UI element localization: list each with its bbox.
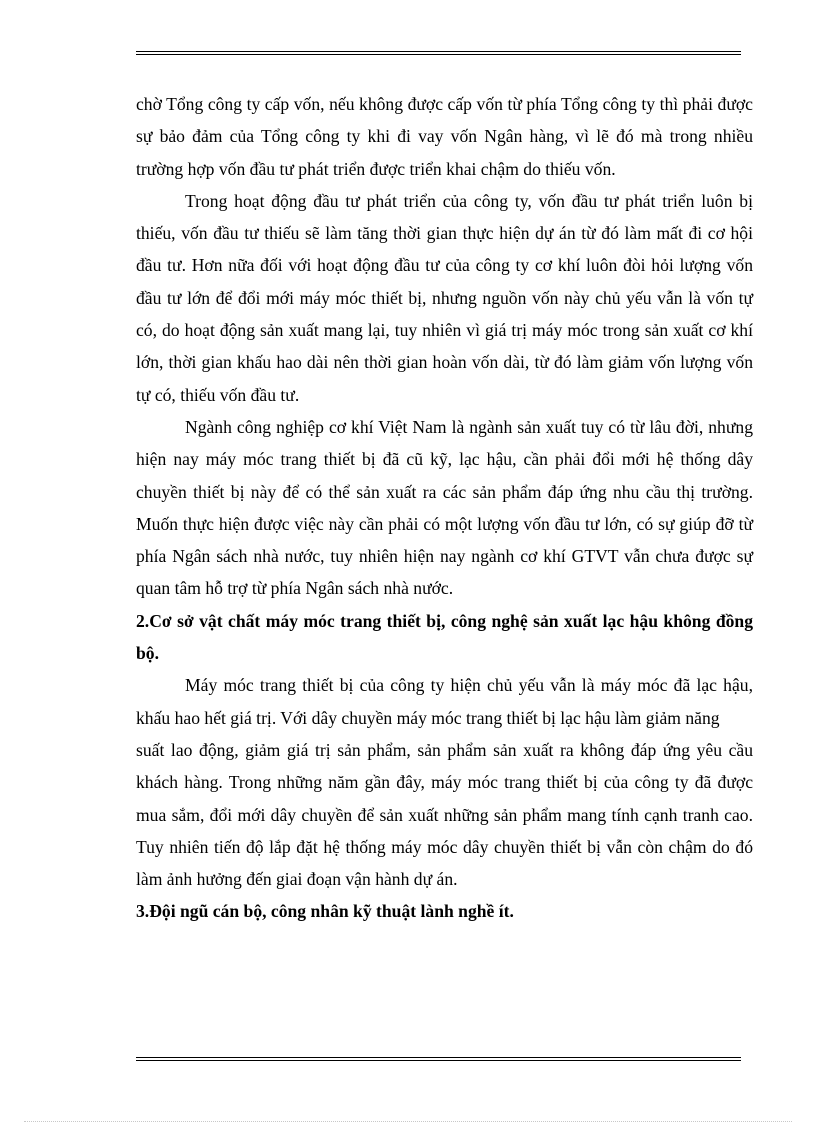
paragraph-2: Trong hoạt động đầu tư phát triển của công ty, vốn đầu tư phát triển luôn bị thiếu, vốn đầu tư thiếu sẽ làm tăng thời gian thực hiện dự án từ đó làm mất đi cơ hội đầu tư. Hơn nữa đối với hoạt động đầu tư của công ty cơ khí luôn đòi hỏi lượng vốn đầu tư lớn để đổi mới máy móc thiết bị, nhưng nguồn vốn này chủ yếu vẫn là vốn tự có, do hoạt động sản xuất mang lại, tuy nhiên vì giá trị máy móc trong sản xuất cơ khí lớn, thời gian khấu hao dài nên thời gian hoàn vốn dài, từ đó làm giảm vốn lượng vốn tự có, thiếu vốn đầu tư. <box>136 190 753 405</box>
section-heading-2: 2.Cơ sở vật chất máy móc trang thiết bị, công nghệ sản xuất lạc hậu không đồng bộ. <box>136 610 753 664</box>
paragraph-3: Ngành công nghiệp cơ khí Việt Nam là ngành sản xuất tuy có từ lâu đời, nhưng hiện nay máy móc trang thiết bị đã cũ kỹ, lạc hậu, cần phải đổi mới hệ thống dây chuyền thiết bị này để có thể sản xuất ra các sản phẩm đáp ứng nhu cầu thị trường. Muốn thực hiện được việc này cần phải có một lượng vốn đầu tư lớn, có sự giúp đỡ từ phía Ngân sách nhà nước, tuy nhiên hiện nay ngành cơ khí GTVT vẫn chưa được sự quan tâm hỗ trợ từ phía Ngân sách nhà nước. <box>136 416 753 599</box>
paragraph-1: chờ Tổng công ty cấp vốn, nếu không được cấp vốn từ phía Tổng công ty thì phải được sự bảo đảm của Tổng công ty khi đi vay vốn Ngân hàng, vì lẽ đó mà trong nhiều trường hợp vốn đầu tư phát triển được triển khai chậm do thiếu vốn. <box>136 94 753 179</box>
paragraph-5: suất lao động, giảm giá trị sản phẩm, sản phẩm sản xuất ra không đáp ứng yêu cầu khách hàng. Trong những năm gần đây, máy móc trang thiết bị của công ty đã được mua sắm, đổi mới dây chuyền để sản xuất những sản phẩm mang tính cạnh tranh cao. Tuy nhiên tiến độ lắp đặt hệ thống máy móc dây chuyền thiết bị vẫn còn chậm do đó làm ảnh hưởng đến giai đoạn vận hành dự án. <box>136 739 753 890</box>
header-rule <box>136 51 741 55</box>
section-heading-3: 3.Đội ngũ cán bộ, công nhân kỹ thuật lành nghề ít. <box>136 901 514 922</box>
page-edge-dotted-line <box>24 1121 792 1122</box>
paragraph-4: Máy móc trang thiết bị của công ty hiện chủ yếu vẫn là máy móc đã lạc hậu, khấu hao hết giá trị. Với dây chuyền máy móc trang thiết bị lạc hậu làm giảm năng <box>136 675 753 728</box>
page-body <box>136 88 753 928</box>
footer-rule <box>136 1057 741 1061</box>
